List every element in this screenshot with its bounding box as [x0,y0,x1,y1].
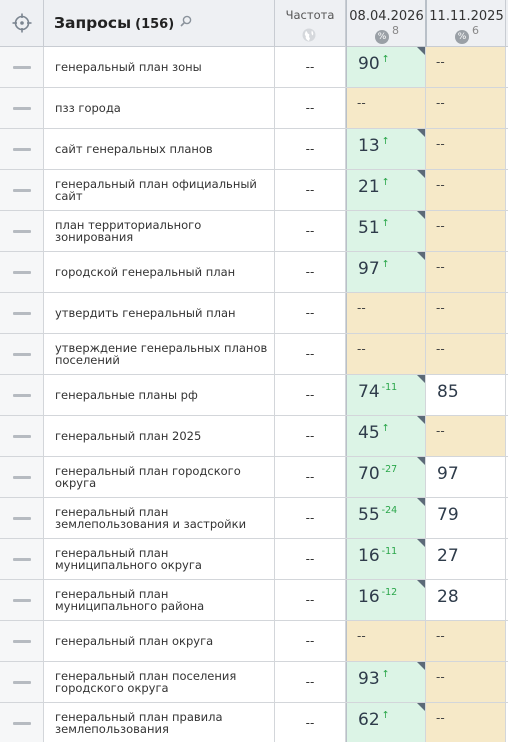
percent-icon: % [375,30,389,44]
query-cell[interactable] [44,293,275,333]
frequency-cell [275,170,346,210]
position-value: -- [436,342,445,356]
position-cell-date-1[interactable] [346,129,426,169]
position-value [437,505,459,525]
table-header [0,0,508,47]
frequency-cell [275,47,346,87]
position-value [358,669,390,689]
corner-marker-icon [417,129,425,137]
position-change: -11 [381,546,398,557]
minus-icon[interactable] [13,353,31,356]
frequency-value: -- [305,265,315,279]
frequency-cell [275,539,346,579]
position-cell-date-2[interactable] [426,293,506,333]
corner-marker-icon [417,252,425,260]
table-row[interactable] [0,580,508,621]
position-cell-date-2[interactable] [426,457,506,497]
minus-icon[interactable] [13,476,31,479]
position-change: ↑ [381,136,390,147]
row-toggle-cell[interactable] [0,416,44,456]
frequency-value: -- [305,552,315,566]
position-cell-date-2[interactable] [426,211,506,251]
frequency-cell [275,252,346,292]
corner-marker-icon [417,416,425,424]
table-row[interactable] [0,293,508,334]
position-value [358,464,397,484]
row-toggle-cell[interactable] [0,252,44,292]
frequency-value: -- [305,511,315,525]
row-toggle-cell[interactable] [0,703,44,742]
minus-icon[interactable] [13,394,31,397]
table-row[interactable] [0,457,508,498]
query-text: генеральный план правила землепользования [55,710,223,736]
position-value: -- [436,301,445,315]
query-text: городской генеральный план [55,265,236,279]
position-value [358,259,390,279]
minus-icon[interactable] [13,148,31,151]
globe-icon[interactable] [302,28,316,42]
position-change: -24 [381,505,398,516]
position-value: -- [436,137,445,151]
corner-marker-icon [417,539,425,547]
position-number: 97 [437,464,459,484]
frequency-value: -- [305,470,315,484]
frequency-value: -- [305,183,315,197]
position-number: 55 [358,505,380,525]
position-number: 13 [358,136,380,156]
position-number: 90 [358,54,380,74]
position-cell-date-1[interactable] [346,621,426,661]
position-value [358,218,390,238]
search-icon[interactable] [180,15,192,27]
position-value: -- [436,424,445,438]
corner-marker-icon [417,47,425,55]
query-text: утверждение генеральных планов поселений [55,341,268,367]
position-number: 79 [437,505,459,525]
query-cell[interactable] [44,621,275,661]
row-toggle-cell[interactable] [0,539,44,579]
query-cell[interactable] [44,703,275,742]
date-1-label: 08.04.2026 [349,9,424,24]
table-row[interactable] [0,47,508,88]
position-value [437,546,459,566]
date-1-count: 8 [392,24,399,37]
table-row[interactable] [0,334,508,375]
table-row[interactable] [0,662,508,703]
position-value: -- [357,342,366,356]
position-value [358,136,390,156]
position-cell-date-1[interactable] [346,662,426,702]
frequency-value: -- [305,347,315,361]
table-row[interactable] [0,416,508,457]
frequency-cell [275,498,346,538]
position-value [437,382,459,402]
header-date-2[interactable] [426,0,506,47]
position-cell-date-2[interactable] [426,334,506,374]
query-cell[interactable] [44,580,275,620]
corner-marker-icon [417,662,425,670]
row-toggle-cell[interactable] [0,375,44,415]
position-cell-date-2[interactable] [426,252,506,292]
minus-icon[interactable] [13,517,31,520]
percent-icon: % [455,30,469,44]
position-value: -- [436,178,445,192]
frequency-cell [275,416,346,456]
minus-icon[interactable] [13,640,31,643]
position-number: 70 [358,464,380,484]
table-row[interactable] [0,498,508,539]
corner-marker-icon [417,170,425,178]
position-cell-date-2[interactable] [426,621,506,661]
frequency-value: -- [305,675,315,689]
position-value [358,54,390,74]
query-text: генеральный план городского округа [55,464,241,490]
position-cell-date-1[interactable] [346,498,426,538]
frequency-label: Частота [285,8,335,22]
frequency-value: -- [305,306,315,320]
row-toggle-cell[interactable] [0,47,44,87]
position-change: ↑ [381,669,390,680]
frequency-value: -- [305,101,315,115]
position-cell-date-1[interactable] [346,293,426,333]
frequency-cell [275,88,346,128]
position-cell-date-1[interactable] [346,703,426,742]
minus-icon[interactable] [13,312,31,315]
position-number: 62 [358,710,380,730]
query-text: генеральные планы рф [55,388,198,402]
position-cell-date-2[interactable] [426,375,506,415]
query-cell[interactable] [44,252,275,292]
query-text: генеральный план муниципального района [55,587,205,613]
position-value [358,177,390,197]
position-value: -- [436,260,445,274]
position-cell-date-1[interactable] [346,170,426,210]
table-row[interactable] [0,539,508,580]
frequency-cell [275,703,346,742]
position-number: 97 [358,259,380,279]
query-cell[interactable] [44,662,275,702]
minus-icon[interactable] [13,107,31,110]
position-cell-date-1[interactable] [346,580,426,620]
date-2-label: 11.11.2025 [429,9,504,24]
row-toggle-cell[interactable] [0,580,44,620]
position-value [437,464,459,484]
frequency-value: -- [305,224,315,238]
table-row[interactable] [0,170,508,211]
query-cell[interactable] [44,498,275,538]
minus-icon[interactable] [13,722,31,725]
frequency-value: -- [305,634,315,648]
frequency-cell [275,457,346,497]
corner-marker-icon [417,498,425,506]
position-value: -- [436,629,445,643]
frequency-cell [275,129,346,169]
position-cell-date-2[interactable] [426,47,506,87]
position-value [358,382,397,402]
query-text: план территориального зонирования [55,218,202,244]
frequency-cell [275,334,346,374]
query-text: сайт генеральных планов [55,142,213,156]
minus-icon[interactable] [13,66,31,69]
frequency-value: -- [305,60,315,74]
table-row[interactable] [0,211,508,252]
position-change: -12 [381,587,398,598]
position-cell-date-2[interactable] [426,129,506,169]
queries-title-label: Запросы [54,14,132,32]
position-number: 93 [358,669,380,689]
corner-marker-icon [417,703,425,711]
position-cell-date-2[interactable] [426,662,506,702]
position-cell-date-2[interactable] [426,498,506,538]
position-cell-date-2[interactable] [426,88,506,128]
position-value: -- [436,711,445,725]
position-cell-date-2[interactable] [426,580,506,620]
frequency-value: -- [305,593,315,607]
frequency-value: -- [305,429,315,443]
position-value: -- [436,96,445,110]
minus-icon[interactable] [13,681,31,684]
position-number: 51 [358,218,380,238]
corner-marker-icon [417,457,425,465]
corner-marker-icon [417,375,425,383]
position-cell-date-2[interactable] [426,416,506,456]
frequency-cell [275,293,346,333]
position-value [437,587,459,607]
position-cell-date-2[interactable] [426,170,506,210]
position-value [358,423,390,443]
query-cell[interactable] [44,47,275,87]
position-value: -- [357,301,366,315]
position-cell-date-1[interactable] [346,416,426,456]
header-date-1[interactable] [346,0,426,47]
query-cell[interactable] [44,457,275,497]
position-change: ↑ [381,54,390,65]
position-cell-date-1[interactable] [346,457,426,497]
position-value [358,505,397,525]
query-text: генеральный план поселения городского округа [55,669,237,695]
query-text: генеральный план землепользования и застройки [55,505,247,531]
row-toggle-cell[interactable] [0,334,44,374]
position-number: 45 [358,423,380,443]
position-number: 16 [358,587,380,607]
position-value: -- [436,219,445,233]
position-cell-date-1[interactable] [346,252,426,292]
minus-icon[interactable] [13,230,31,233]
query-cell[interactable] [44,170,275,210]
minus-icon[interactable] [13,271,31,274]
position-cell-date-1[interactable] [346,88,426,128]
row-toggle-cell[interactable] [0,293,44,333]
position-number: 28 [437,587,459,607]
position-value: -- [357,629,366,643]
table-row[interactable] [0,129,508,170]
position-cell-date-2[interactable] [426,539,506,579]
frequency-cell [275,621,346,661]
minus-icon[interactable] [13,558,31,561]
position-cell-date-2[interactable] [426,703,506,742]
query-cell[interactable] [44,416,275,456]
position-value [358,710,390,730]
position-change: ↑ [381,423,390,434]
row-toggle-cell[interactable] [0,88,44,128]
position-number: 21 [358,177,380,197]
header-frequency[interactable] [275,0,346,47]
row-toggle-cell[interactable] [0,211,44,251]
table-row[interactable] [0,252,508,293]
position-value: -- [436,55,445,69]
position-change: ↑ [381,259,390,270]
table-row[interactable] [0,703,508,742]
queries-title [54,14,192,32]
frequency-cell [275,375,346,415]
query-cell[interactable] [44,129,275,169]
header-select-cell[interactable] [0,0,44,47]
row-toggle-cell[interactable] [0,170,44,210]
query-text: генеральный план округа [55,634,214,648]
query-cell[interactable] [44,539,275,579]
position-change: -11 [381,382,398,393]
position-cell-date-1[interactable] [346,539,426,579]
frequency-cell [275,211,346,251]
frequency-cell [275,662,346,702]
query-text: утвердить генеральный план [55,306,236,320]
position-value: -- [357,96,366,110]
table-row[interactable] [0,375,508,416]
table-row[interactable] [0,88,508,129]
query-text: пзз города [55,101,121,115]
row-toggle-cell[interactable] [0,498,44,538]
query-text: генеральный план зоны [55,60,202,74]
table-row[interactable] [0,621,508,662]
position-cell-date-1[interactable] [346,334,426,374]
position-value [358,587,397,607]
minus-icon[interactable] [13,435,31,438]
row-toggle-cell[interactable] [0,457,44,497]
frequency-value: -- [305,388,315,402]
position-cell-date-1[interactable] [346,375,426,415]
position-number: 27 [437,546,459,566]
query-cell[interactable] [44,88,275,128]
query-text: генеральный план 2025 [55,429,202,443]
minus-icon[interactable] [13,189,31,192]
position-cell-date-1[interactable] [346,211,426,251]
header-queries[interactable] [44,0,275,47]
position-cell-date-1[interactable] [346,47,426,87]
corner-marker-icon [417,580,425,588]
position-number: 85 [437,382,459,402]
row-toggle-cell[interactable] [0,662,44,702]
frequency-cell [275,580,346,620]
corner-marker-icon [417,211,425,219]
row-toggle-cell[interactable] [0,621,44,661]
position-number: 16 [358,546,380,566]
position-number: 74 [358,382,380,402]
crosshair-icon[interactable] [12,13,32,33]
queries-count: (156) [135,17,175,32]
position-change: ↑ [381,177,390,188]
row-toggle-cell[interactable] [0,129,44,169]
position-value: -- [436,670,445,684]
position-change: ↑ [381,218,390,229]
date-2-count: 6 [472,24,479,37]
minus-icon[interactable] [13,599,31,602]
frequency-value: -- [305,142,315,156]
position-change: ↑ [381,710,390,721]
query-cell[interactable] [44,334,275,374]
frequency-value: -- [305,716,315,730]
query-text: генеральный план муниципального округа [55,546,202,572]
position-change: -27 [381,464,398,475]
position-value [358,546,397,566]
query-cell[interactable] [44,375,275,415]
query-cell[interactable] [44,211,275,251]
query-text: генеральный план официальный сайт [55,177,257,203]
